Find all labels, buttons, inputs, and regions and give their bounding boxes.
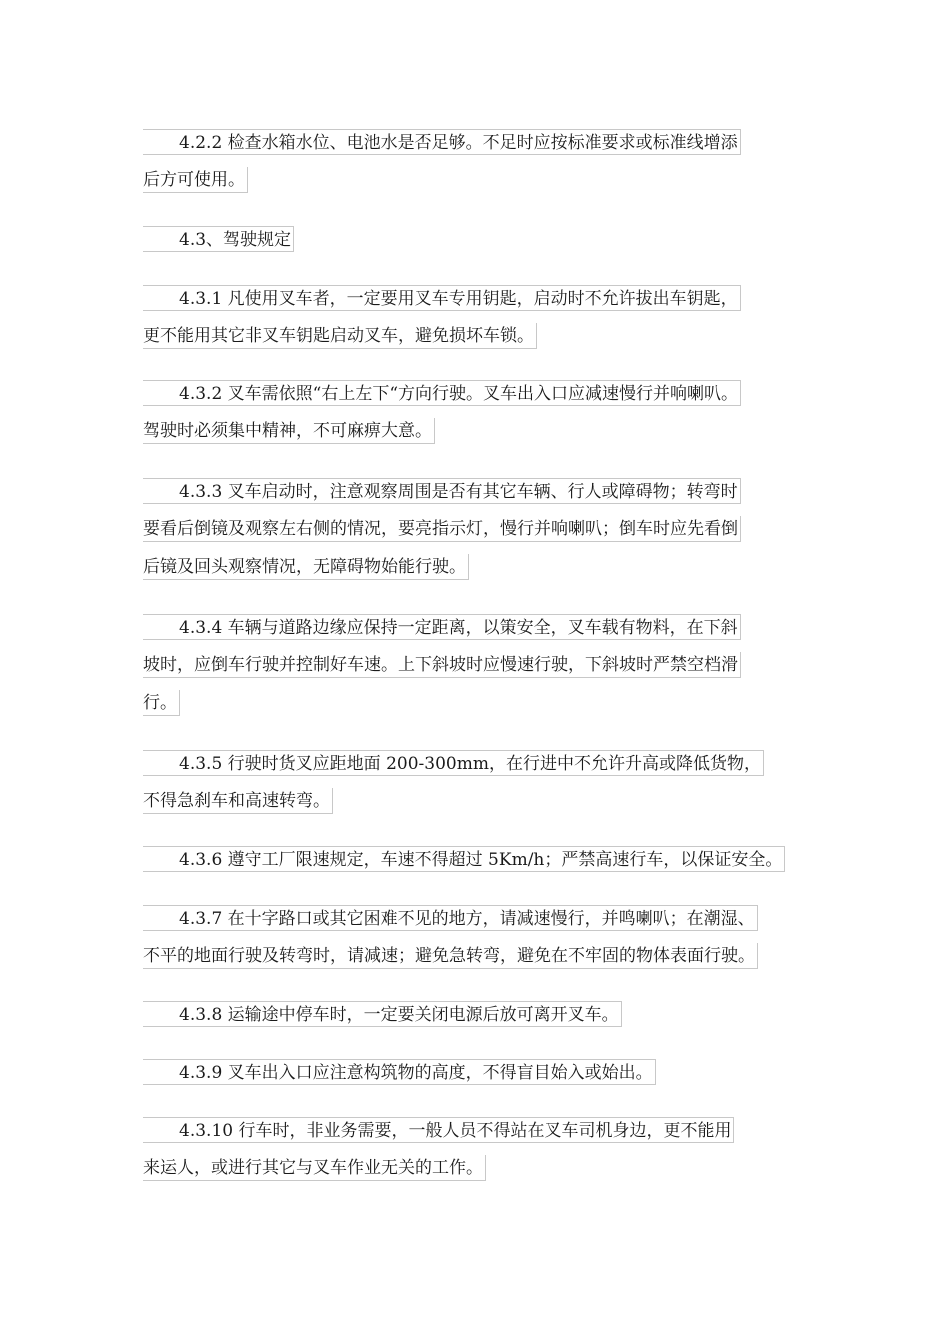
paragraph-4-3-3 bbox=[143, 471, 823, 585]
paragraph-line: 4.3.7 在十字路口或其它困难不见的地方，请减速慢行，并鸣喇叭；在潮湿、 bbox=[179, 908, 755, 929]
paragraph-line: 4.3.2 叉车需依照“右上左下“方向行驶。叉车出入口应减速慢行并响喇叭。 bbox=[179, 383, 739, 404]
paragraph-line: 4.3.3 叉车启动时，注意观察周围是否有其它车辆、行人或障碍物；转弯时 bbox=[179, 481, 738, 502]
paragraph-4-3-1 bbox=[143, 278, 823, 354]
paragraph-line: 坡时，应倒车行驶并控制好车速。上下斜坡时应慢速行驶，下斜坡时严禁空档滑 bbox=[143, 654, 738, 675]
paragraph-line: 后镜及回头观察情况，无障碍物始能行驶。 bbox=[143, 556, 466, 577]
paragraph-4-3-4 bbox=[143, 607, 823, 721]
paragraph-4-3-7 bbox=[143, 898, 823, 974]
paragraph-line: 4.3.6 遵守工厂限速规定，车速不得超过 5Km/h；严禁高速行车，以保证安全。 bbox=[179, 849, 783, 870]
paragraph-4-3-2 bbox=[143, 373, 823, 449]
paragraph-line: 要看后倒镜及观察左右侧的情况，要亮指示灯，慢行并响喇叭；倒车时应先看倒 bbox=[143, 518, 738, 539]
paragraph-line: 4.3.5 行驶时货叉应距地面 200-300mm，在行进中不允许升高或降低货物， bbox=[179, 753, 761, 774]
paragraph-line: 驾驶时必须集中精神，不可麻痹大意。 bbox=[143, 420, 432, 441]
paragraph-4-3-5 bbox=[143, 743, 823, 819]
paragraph-line: 行。 bbox=[143, 692, 177, 713]
paragraph-line: 不得急刹车和高速转弯。 bbox=[143, 790, 330, 811]
paragraph-4-3-8 bbox=[143, 994, 823, 1032]
paragraph-line: 4.3、驾驶规定 bbox=[179, 229, 292, 250]
paragraph-4-2-2 bbox=[143, 122, 823, 198]
section-heading-4-3 bbox=[143, 219, 823, 257]
paragraph-line: 4.3.10 行车时，非业务需要，一般人员不得站在叉车司机身边，更不能用 bbox=[179, 1120, 732, 1141]
paragraph-4-3-9 bbox=[143, 1052, 823, 1090]
paragraph-line: 更不能用其它非叉车钥匙启动叉车，避免损坏车锁。 bbox=[143, 325, 534, 346]
paragraph-line: 4.3.4 车辆与道路边缘应保持一定距离，以策安全，叉车载有物料，在下斜 bbox=[179, 617, 738, 638]
paragraph-line: 4.3.8 运输途中停车时，一定要关闭电源后放可离开叉车。 bbox=[179, 1004, 619, 1025]
paragraph-4-3-10 bbox=[143, 1110, 823, 1186]
paragraph-line: 4.2.2 检查水箱水位、电池水是否足够。不足时应按标准要求或标准线增添 bbox=[179, 132, 738, 153]
paragraph-line: 4.3.1 凡使用叉车者，一定要用叉车专用钥匙，启动时不允许拔出车钥匙， bbox=[179, 288, 738, 309]
paragraph-line: 不平的地面行驶及转弯时，请减速；避免急转弯，避免在不牢固的物体表面行驶。 bbox=[143, 945, 755, 966]
paragraph-4-3-6 bbox=[143, 839, 823, 877]
paragraph-line: 来运人，或进行其它与叉车作业无关的工作。 bbox=[143, 1157, 483, 1178]
paragraph-line: 后方可使用。 bbox=[143, 169, 245, 190]
paragraph-line: 4.3.9 叉车出入口应注意构筑物的高度，不得盲目始入或始出。 bbox=[179, 1062, 653, 1083]
